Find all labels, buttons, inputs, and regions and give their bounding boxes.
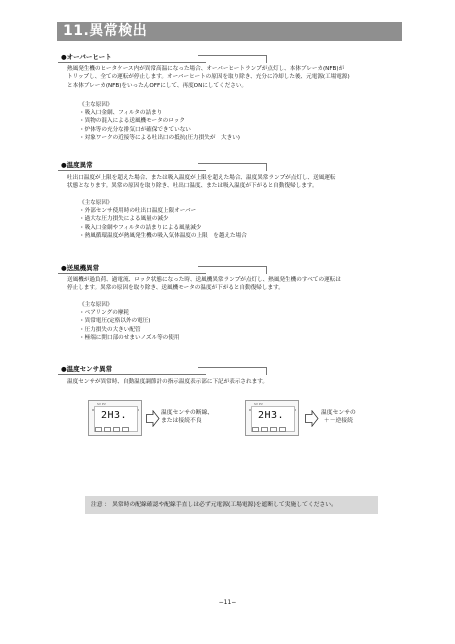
section-heading-sensor: ●温度センサ異常 (58, 364, 268, 375)
cause-item: ・吸入口金網、フィルタの詰まり (79, 110, 163, 117)
section-heading-temperature: ●温度異常 (58, 160, 268, 171)
arrow-icon (146, 410, 160, 427)
cause-item: ・異常電圧(定格以外の電圧) (79, 318, 151, 325)
cause-item: ・過大な圧力損失による風量の減少 (79, 216, 169, 223)
causes-list-overheat (79, 101, 379, 142)
causes-title: 《主な原因》 (79, 102, 113, 108)
causes-list-blower (79, 301, 379, 342)
cause-item: ・熱風循環温度が熱風発生機の吸入気体温度の上限 を越えた場合 (79, 232, 247, 239)
cause-item: ・ベアリングの摩耗 (79, 310, 130, 317)
section-body-sensor: 温度センサが異常時、自動温度調節計の指示温度表示部に下記が表示されます。 (67, 379, 268, 385)
controller-display-2: SV PV 2H3. (245, 400, 299, 436)
display-reading: 2H3. (101, 410, 128, 421)
causes-list-temperature (79, 199, 379, 240)
causes-title: 《主な原因》 (79, 302, 113, 308)
display-reading: 2H3. (258, 410, 285, 421)
sensor-fault-label-1: 温度センサの断線、 または接続不良 (161, 410, 214, 424)
sensor-fault-label-2: 温度センサの ＋－逆接続 (321, 410, 356, 424)
cause-item: ・対象ワークの近接等による吐出口の抵抗(圧力損失が 大きい) (79, 134, 240, 141)
section-body-blower: 送風機が過負荷、過電流、ロック状態になった時、送風機異常ランプが点灯し、熱風発生機のすべての運転は 停止します。異常の原因を取り除き、送風機モータの温度が下がると自動復帰します。 (67, 277, 341, 292)
section-body-temperature: 吐出口温度が上限を超えた場合、または吸入温度が上限を超えた場合、温度異常ランプが点灯し、送風運転 状態となります。異常の原因を取り除き、吐出口温度、または吸入温度が下がると自動復帰します。 (67, 175, 336, 190)
cause-item: ・吸入口金網やフィルタの詰まりによる風量減少 (79, 224, 202, 231)
cause-item: ・極端に開口部のせまいノズル等の使用 (79, 334, 180, 341)
cause-item: ・炉体等の充分な排気口が確保できていない (79, 126, 191, 133)
arrow-icon (305, 410, 319, 427)
cause-item: ・圧力損失の大きい配管 (79, 326, 141, 333)
page-title: 11.異常検出 (57, 22, 402, 41)
cause-item: ・外部センサ使用時の吐出口温度上限オーバー (79, 208, 197, 215)
page-number: −11− (218, 599, 237, 606)
caution-note: 注意 ： 異常時の配線確認や配線手直しは必ず元電源(工場電源)を遮断して実施してください。 (85, 496, 378, 514)
controller-display-1: SV PV 2H3. (88, 400, 142, 436)
section-heading-overheat: ●オーバーヒート (58, 52, 268, 63)
section-heading-blower: ●送風機異常 (58, 263, 268, 274)
cause-item: ・異物の混入による送風機モータのロック (79, 118, 185, 125)
causes-title: 《主な原因》 (79, 200, 113, 206)
section-body-overheat: 熱風発生機のヒータケース内が異常高温になった場合、オーバーヒートランプが点灯し、本体ブレーカ(NFB)が トリップし、全ての運転が停止します。オーバーヒートの原因を取り除き、充分に冷却した後、元電源(工場電源) と本体ブレーカ(NFB)をいったんOFFにして、再度ONにしてください。 (67, 66, 350, 89)
